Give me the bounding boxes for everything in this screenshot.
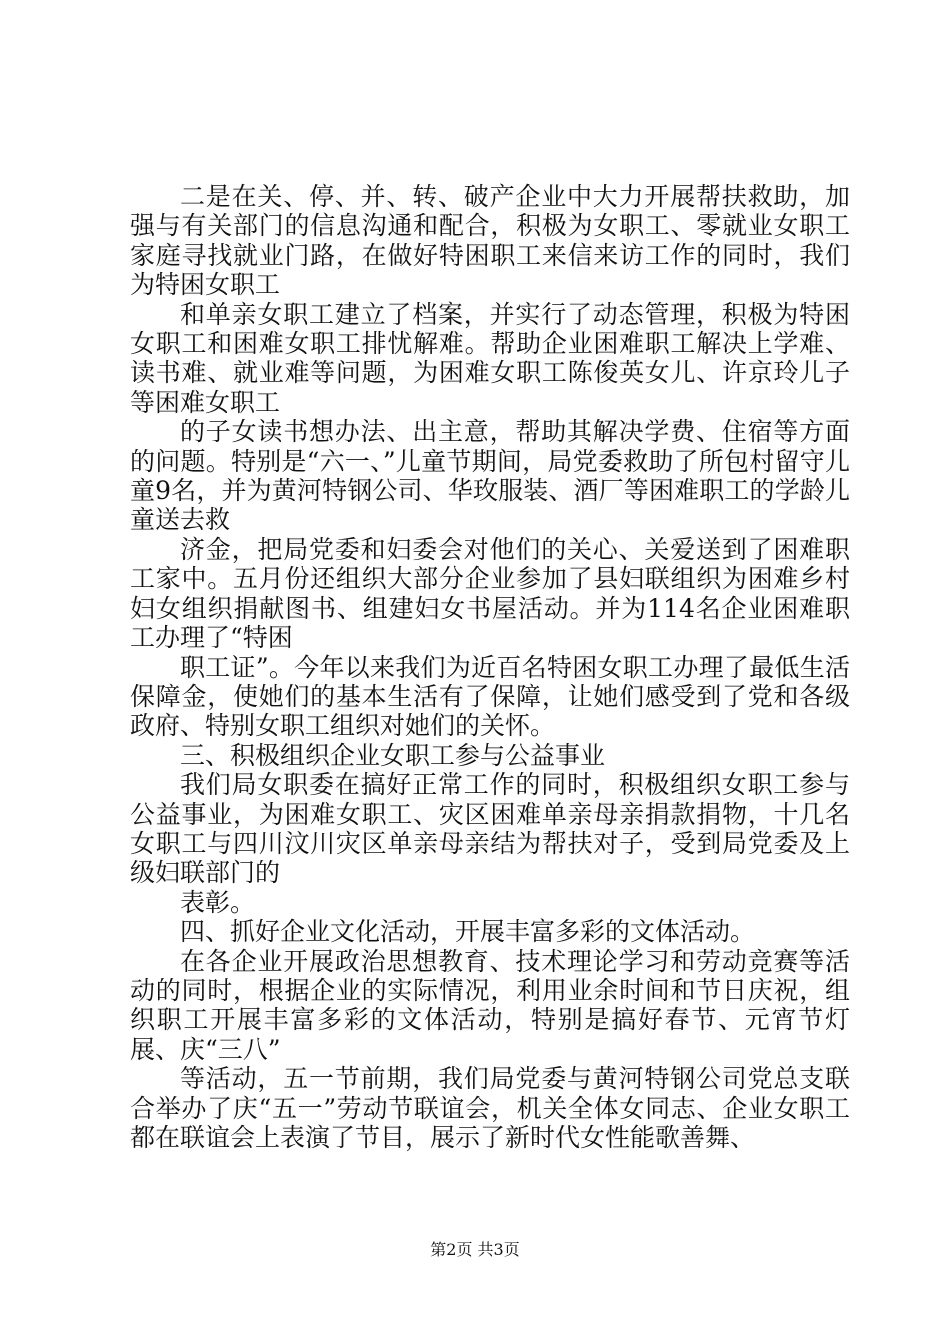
- paragraph: 的子女读书想办法、出主意，帮助其解决学费、住宿等方面的问题。特别是“六一、”儿童节期间，局党委救助了所包村留守儿童9名，并为黄河特钢公司、华玫服装、酒厂等困难职工的学龄儿童送去救: [130, 417, 850, 535]
- paragraph: 我们局女职委在搞好正常工作的同时，积极组织女职工参与公益事业，为困难女职工、灾区困难单亲母亲捐款捐物，十几名女职工与四川汶川灾区单亲母亲结为帮扶对子，受到局党委及上级妇联部门的: [130, 770, 850, 888]
- page-number: 第2页 共3页: [430, 1240, 520, 1259]
- section-heading: 三、积极组织企业女职工参与公益事业: [180, 740, 606, 770]
- paragraph: 二是在关、停、并、转、破产企业中大力开展帮扶救助，加强与有关部门的信息沟通和配合，积极为女职工、零就业女职工家庭寻找就业门路，在做好特困职工来信来访工作的同时，我们为特困女职工: [130, 182, 850, 300]
- paragraph: 等活动，五一节前期，我们局党委与黄河特钢公司党总支联合举办了庆“五一”劳动节联谊会，机关全体女同志、企业女职工都在联谊会上表演了节目，展示了新时代女性能歌善舞、: [130, 1064, 850, 1152]
- paragraph: 和单亲女职工建立了档案，并实行了动态管理，积极为特困女职工和困难女职工排忧解难。帮助企业困难职工解决上学难、读书难、就业难等问题，为困难女职工陈俊英女儿、许京玲儿子等困难女职工: [130, 299, 850, 417]
- section-heading: 四、抓好企业文化活动，开展丰富多彩的文体活动。: [180, 917, 756, 947]
- paragraph: 表彰。: [180, 887, 256, 917]
- page-footer: [0, 1240, 950, 1260]
- document-body: [130, 182, 850, 1152]
- paragraph: 济金，把局党委和妇委会对他们的关心、关爱送到了困难职工家中。五月份还组织大部分企业参加了县妇联组织为困难乡村妇女组织捐献图书、组建妇女书屋活动。并为114名企业困难职工办理了“特困: [130, 534, 850, 653]
- paragraph: 职工证”。今年以来我们为近百名特困女职工办理了最低生活保障金，使她们的基本生活有了保障，让她们感受到了党和各级政府、特别女职工组织对她们的关怀。: [130, 652, 850, 741]
- paragraph: 在各企业开展政治思想教育、技术理论学习和劳动竞赛等活动的同时，根据企业的实际情况，利用业余时间和节日庆祝，组织职工开展丰富多彩的文体活动，特别是搞好春节、元宵节灯展、庆“三八”: [130, 946, 850, 1064]
